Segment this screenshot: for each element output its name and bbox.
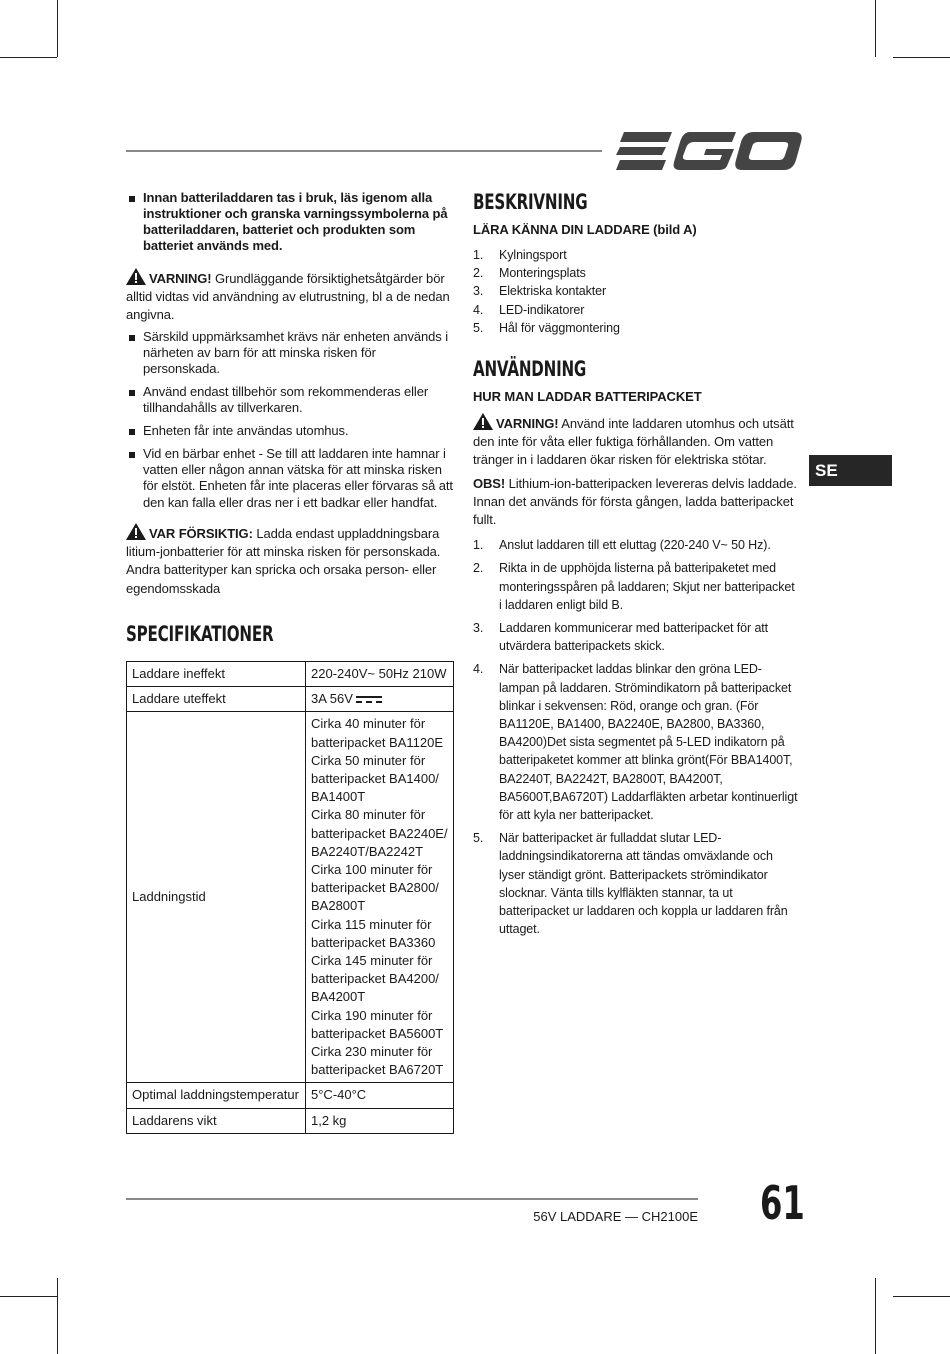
list-item: Använd endast tillbehör som rekommenderas eller tillhandahålls av tillverkaren. (126, 384, 454, 417)
item-number: 1. (473, 248, 484, 262)
table-row (127, 687, 454, 712)
step-item (473, 829, 798, 938)
table-cell-label: Laddningstid (127, 712, 306, 1083)
caution-triangle-icon (126, 523, 146, 540)
spec-table (126, 661, 454, 1134)
warning-triangle-icon (473, 413, 493, 430)
caution-keyword: VAR FÖRSIKTIG: (149, 526, 253, 542)
output-value: 3A 56V (311, 691, 353, 707)
crop-mark (893, 1296, 950, 1297)
ego-logo (616, 128, 802, 174)
charge-time-line: batteripacket BA1120E (311, 734, 444, 750)
list-item (473, 282, 798, 300)
table-cell-value: 5°C-40°C (306, 1083, 454, 1108)
description-subheading: LÄRA KÄNNA DIN LADDARE (bild A) (473, 222, 697, 237)
crop-mark (0, 1296, 57, 1297)
table-cell-value: 1,2 kg (306, 1108, 454, 1133)
charge-time-line: BA1400T (311, 789, 366, 805)
table-cell-label: Laddarens vikt (127, 1108, 306, 1133)
crop-mark (57, 0, 58, 57)
charge-time-line: batteripacket BA6720T (311, 1062, 444, 1078)
table-cell-value (306, 687, 454, 712)
page-number: 61 (760, 1176, 805, 1230)
charge-time-line: BA4200T (311, 989, 366, 1005)
charging-steps-list (473, 536, 798, 938)
item-text: LED-indikatorer (499, 302, 585, 317)
table-cell-label: Optimal laddningstemperatur (127, 1083, 306, 1108)
crop-mark (893, 57, 950, 58)
item-text: Laddaren kommunicerar med batteripacket för att utvärdera batteripackets skick. (499, 621, 769, 654)
charge-time-line: Cirka 145 minuter för (311, 952, 433, 968)
step-item (473, 619, 798, 655)
list-item (473, 319, 798, 337)
safety-list (126, 329, 454, 511)
item-text: Elektriska kontakter (499, 284, 607, 299)
table-cell-label: Laddare ineffekt (127, 661, 306, 686)
item-number: 3. (473, 284, 484, 299)
direct-current-icon (356, 695, 382, 705)
item-text: Anslut laddaren till ett eluttag (220-240 V~ 50 Hz). (499, 538, 771, 553)
charge-time-line: BA2800T (311, 898, 366, 914)
warning-triangle-icon (126, 268, 146, 285)
warning-keyword: VARNING! (496, 416, 559, 432)
step-item (473, 536, 798, 554)
list-item: Vid en bärbar enhet - Se till att laddaren inte hamnar i vatten eller någon annan vätska för att minska risken för elstöt. Enheten får inte placeras eller förvaras så att den kan falla eller dras ner i ett badkar eller handfat. (126, 446, 454, 511)
crop-mark (875, 0, 876, 57)
spec-heading: SPECIFIKATIONER (126, 621, 274, 646)
charge-time-line: Cirka 50 minuter för (311, 752, 426, 768)
list-item (473, 246, 798, 264)
crop-mark (875, 1278, 876, 1354)
table-row (127, 1108, 454, 1133)
charge-time-line: batteripacket BA4200/ (311, 971, 439, 987)
footer-rule (126, 1198, 698, 1200)
intro-list (126, 190, 454, 254)
description-list (473, 246, 798, 337)
item-number: 2. (473, 561, 484, 576)
obs-keyword: OBS! (473, 475, 506, 491)
charge-time-line: batteripacket BA5600T (311, 1025, 444, 1041)
intro-bullet: Innan batteriladdaren tas i bruk, läs igenom alla instruktioner och granska varningssymbolerna på batteriladdaren, batteriet och produkten som batteriet används med. (126, 190, 454, 254)
item-text: Hål för väggmontering (499, 320, 620, 335)
left-column (126, 190, 454, 1134)
charge-time-line: Cirka 40 minuter för (311, 716, 426, 732)
item-number: 1. (473, 538, 484, 553)
right-column (473, 190, 798, 944)
step-item (473, 660, 798, 824)
item-number: 2. (473, 266, 484, 281)
warning-paragraph (126, 268, 454, 325)
list-item (473, 301, 798, 319)
table-cell-label: Laddare uteffekt (127, 687, 306, 712)
list-item: Enheten får inte användas utomhus. (126, 423, 454, 439)
usage-warning-paragraph (473, 413, 798, 470)
item-number: 5. (473, 831, 484, 846)
crop-mark (0, 57, 57, 58)
table-row (127, 1083, 454, 1108)
charge-time-line: Cirka 190 minuter för (311, 1007, 433, 1023)
charge-time-line: BA2240T/BA2242T (311, 843, 424, 859)
caution-paragraph (126, 523, 454, 598)
charge-time-line: Cirka 230 minuter för (311, 1043, 433, 1059)
item-text: När batteripacket laddas blinkar den gröna LED-lampan på laddaren. Strömindikatorn på batteripacket blinkar i sekvensen: Röd, orange och gran. (För BA1120E, BA1400, BA2240E, BA2800, BA3360, BA4200)Det sista segmentet på 5-LED indikatorn på batteripaketet kommer att blinka grönt(För BBA1400T, BA2240T, BA2242T, BA2800T, BA4200T, BA5600T,BA6720T) Laddarfläkten arbetar kontinuerligt för att kyla ner batteripacket. (499, 662, 798, 823)
obs-text: Lithium-ion-batteripacken levereras delvis laddade. Innan det används för första gången, ladda batteripacket fullt. (473, 475, 797, 528)
item-text: Rikta in de upphöjda listerna på batteripaketet med monteringsspåren på laddaren; Skjut ner batteripacket i laddaren enligt bild B. (499, 561, 795, 612)
table-cell-value: 220-240V~ 50Hz 210W (306, 661, 454, 686)
crop-mark (57, 1278, 58, 1354)
language-tab: SE (809, 455, 892, 486)
table-row (127, 712, 454, 1083)
charge-time-line: Cirka 115 minuter för (311, 916, 432, 932)
item-text: Monteringsplats (499, 266, 586, 281)
header-rule (126, 150, 602, 152)
warning-text: Grundläggande försiktighetsåtgärder bör alltid vidtas vid användning av elutrustning, bl a de nedan angivna. (126, 271, 450, 323)
item-number: 4. (473, 662, 484, 677)
charge-time-line: batteripacket BA2800/ (311, 880, 439, 896)
charge-time-line: batteripacket BA3360 (311, 934, 436, 950)
charge-time-line: Cirka 80 minuter för (311, 807, 426, 823)
list-item: Särskild uppmärksamhet krävs när enheten används i närheten av barn för att minska risken för personskada. (126, 329, 454, 378)
item-number: 5. (473, 320, 484, 335)
caution-text: Ladda endast uppladdningsbara litium-jonbatterier för att minska risken för personskada. Andra batterityper kan spricka och orsaka person- eller egendomsskada (126, 526, 441, 596)
item-number: 4. (473, 302, 484, 317)
table-cell-value (306, 712, 454, 1083)
usage-heading: ANVÄNDNING (473, 357, 587, 382)
warning-keyword: VARNING! (149, 271, 212, 286)
obs-paragraph (473, 475, 798, 530)
charge-time-line: batteripacket BA2240E/ (311, 825, 448, 841)
step-item (473, 559, 798, 614)
item-number: 3. (473, 621, 484, 636)
charge-time-line: Cirka 100 minuter för (311, 861, 433, 877)
item-text: Kylningsport (499, 248, 567, 262)
description-heading: BESKRIVNING (473, 190, 588, 214)
list-item (473, 264, 798, 282)
charge-time-line: batteripacket BA1400/ (311, 770, 439, 786)
footer-title: 56V LADDARE — CH2100E (533, 1209, 698, 1224)
table-row (127, 661, 454, 686)
item-text: När batteripacket är fulladdat slutar LED-laddningsindikatorerna att tändas omväxlande och lyser ständigt grönt. Batteripackets strömindikator slocknar. Vänta tills kylfläkten stannar, ta ut batteripacket ur laddaren och koppla ur laddaren från uttaget. (499, 831, 788, 937)
warning-text: Använd inte laddaren utomhus och utsätt den inte för våta eller fuktiga förhållanden. Om vatten tränger in i laddaren ökar risken för elektriska stötar. (473, 416, 794, 468)
usage-subheading: HUR MAN LADDAR BATTERIPACKET (473, 389, 702, 405)
